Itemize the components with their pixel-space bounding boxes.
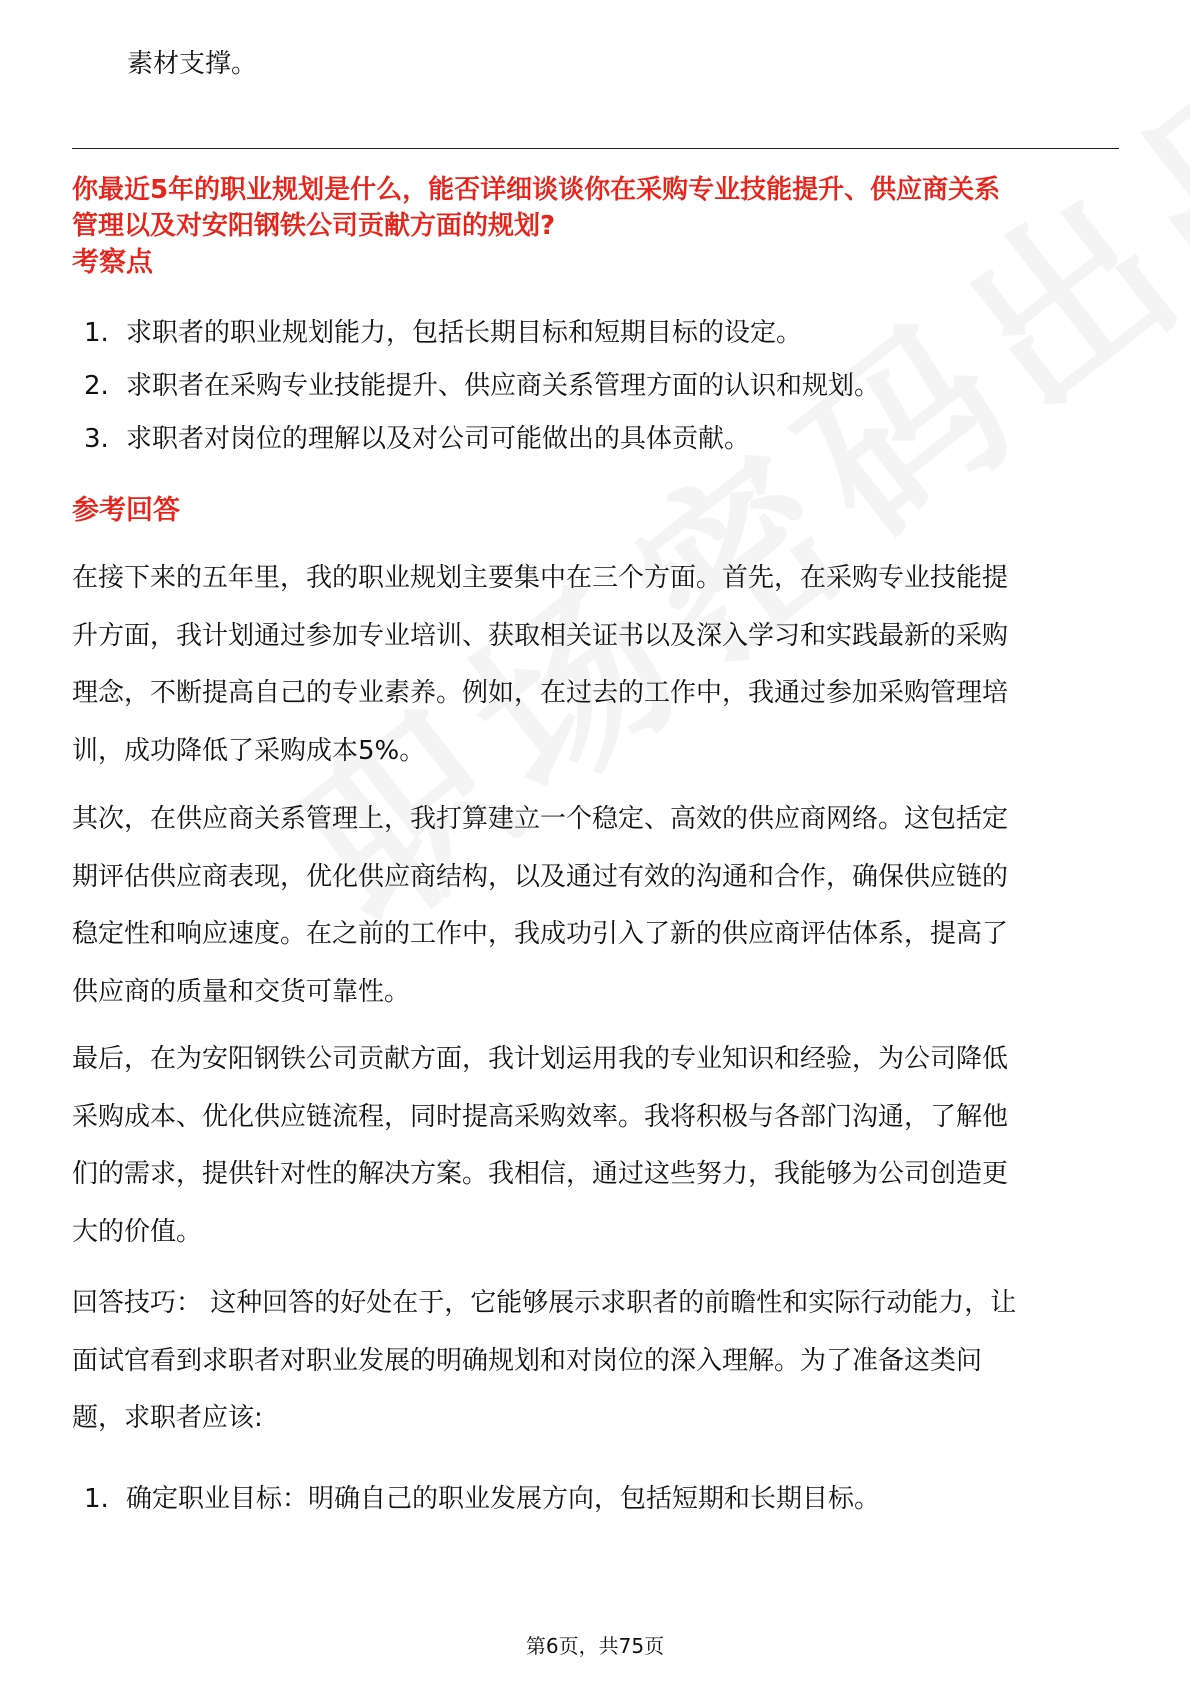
list-item — [84, 313, 880, 353]
tips-list — [84, 1479, 880, 1519]
list-text: 求职者的职业规划能力，包括长期目标和短期目标的设定。 — [126, 318, 803, 348]
paragraph-line: 面试官看到求职者对职业发展的明确规划和对岗位的深入理解。为了准备这类问 — [72, 1345, 983, 1376]
list-text: 确定职业目标：明确自己的职业发展方向，包括短期和长期目标。 — [126, 1484, 881, 1514]
paragraph-line: 稳定性和响应速度。在之前的工作中，我成功引入了新的供应商评估体系，提高了 — [72, 919, 1009, 949]
paragraph-line: 们的需求，提供针对性的解决方案。我相信，通过这些努力，我能够为公司创造更 — [72, 1159, 1009, 1189]
list-number: 1. — [84, 1484, 109, 1514]
list-number: 1. — [84, 318, 109, 348]
reference-answer-heading: 参考回答 — [72, 495, 180, 526]
list-item — [84, 366, 880, 406]
list-item — [84, 419, 880, 459]
paragraph-line: 回答技巧： 这种回答的好处在于，它能够展示求职者的前瞻性和实际行动能力，让 — [72, 1288, 1017, 1318]
paragraph-line: 题，求职者应该: — [72, 1403, 263, 1433]
exam-points-heading: 考察点 — [72, 247, 153, 278]
interview-question — [72, 172, 1122, 244]
answer-tips-paragraph — [72, 1275, 1122, 1448]
paragraph-line: 升方面，我计划通过参加专业培训、获取相关证书以及深入学习和实践最新的采购 — [72, 620, 1009, 651]
paragraph-line: 其次，在供应商关系管理上，我打算建立一个稳定、高效的供应商网络。这包括定 — [72, 804, 1009, 834]
answer-paragraph — [72, 550, 1122, 780]
question-line: 你最近5年的职业规划是什么，能否详细谈谈你在采购专业技能提升、供应商关系 — [72, 175, 1001, 205]
paragraph-line: 理念，不断提高自己的专业素养。例如，在过去的工作中，我通过参加采购管理培 — [72, 678, 1009, 708]
paragraph-line: 在接下来的五年里，我的职业规划主要集中在三个方面。首先，在采购专业技能提 — [72, 563, 1009, 593]
paragraph-line: 训，成功降低了采购成本5%。 — [72, 735, 426, 766]
page-number-footer: 第6页，共75页 — [525, 1634, 665, 1658]
section-divider — [72, 148, 1119, 149]
paragraph-line: 大的价值。 — [72, 1216, 203, 1247]
list-number: 2. — [84, 371, 109, 401]
paragraph-line: 最后，在为安阳钢铁公司贡献方面，我计划运用我的专业知识和经验，为公司降低 — [72, 1044, 1009, 1074]
list-number: 3. — [84, 424, 109, 454]
paragraph-line: 供应商的质量和交货可靠性。 — [72, 976, 411, 1007]
answer-paragraph — [72, 1031, 1122, 1261]
list-item — [84, 1479, 880, 1519]
list-text: 求职者对岗位的理解以及对公司可能做出的具体贡献。 — [126, 424, 751, 454]
answer-paragraph — [72, 791, 1122, 1021]
continuation-text: 素材支撑。 — [127, 49, 258, 79]
list-text: 求职者在采购专业技能提升、供应商关系管理方面的认识和规划。 — [126, 371, 881, 401]
paragraph-line: 期评估供应商表现，优化供应商结构，以及通过有效的沟通和合作，确保供应链的 — [72, 861, 1009, 892]
question-line: 管理以及对安阳钢铁公司贡献方面的规划? — [72, 211, 556, 241]
exam-points-list — [84, 313, 880, 459]
paragraph-line: 采购成本、优化供应链流程，同时提高采购效率。我将积极与各部门沟通，了解他 — [72, 1101, 1009, 1132]
